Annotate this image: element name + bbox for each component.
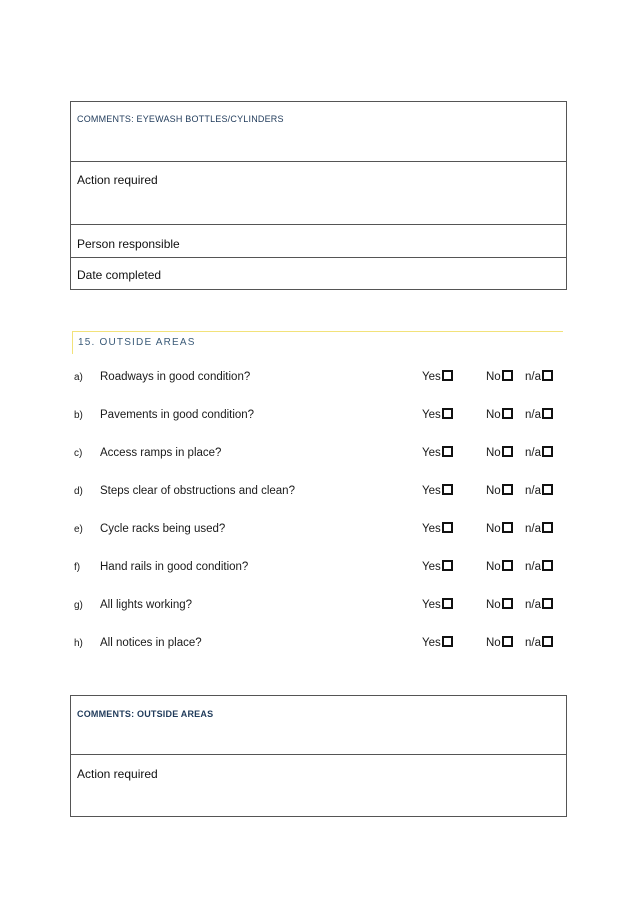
yes-label: Yes bbox=[422, 523, 441, 535]
no-option[interactable] bbox=[486, 409, 513, 421]
question-row bbox=[70, 485, 570, 501]
no-label: No bbox=[486, 371, 501, 383]
question-text: Roadways in good condition? bbox=[100, 371, 251, 383]
section-heading-text: 15. OUTSIDE AREAS bbox=[78, 337, 196, 348]
question-letter: g) bbox=[74, 600, 83, 611]
no-checkbox[interactable] bbox=[502, 560, 513, 571]
question-letter: b) bbox=[74, 410, 83, 421]
question-row bbox=[70, 447, 570, 463]
question-letter: e) bbox=[74, 524, 83, 535]
no-checkbox[interactable] bbox=[502, 408, 513, 419]
section-heading-outside-areas bbox=[72, 331, 563, 354]
yes-option[interactable] bbox=[422, 561, 453, 573]
no-label: No bbox=[486, 637, 501, 649]
yes-checkbox[interactable] bbox=[442, 370, 453, 381]
question-row bbox=[70, 409, 570, 425]
no-option[interactable] bbox=[486, 485, 513, 497]
action-required-row[interactable] bbox=[71, 162, 566, 225]
date-completed-row[interactable] bbox=[71, 258, 566, 289]
na-option[interactable] bbox=[525, 523, 553, 535]
question-text: All notices in place? bbox=[100, 637, 202, 649]
yes-option[interactable] bbox=[422, 447, 453, 459]
na-option[interactable] bbox=[525, 409, 553, 421]
person-responsible-row[interactable] bbox=[71, 225, 566, 258]
person-responsible-label: Person responsible bbox=[77, 237, 180, 251]
na-label: n/a bbox=[525, 599, 541, 611]
yes-option[interactable] bbox=[422, 409, 453, 421]
yes-checkbox[interactable] bbox=[442, 408, 453, 419]
yes-checkbox[interactable] bbox=[442, 598, 453, 609]
question-row bbox=[70, 371, 570, 387]
question-text: Access ramps in place? bbox=[100, 447, 222, 459]
question-letter: a) bbox=[74, 372, 83, 383]
yes-option[interactable] bbox=[422, 485, 453, 497]
question-row bbox=[70, 637, 570, 653]
yes-checkbox[interactable] bbox=[442, 636, 453, 647]
no-checkbox[interactable] bbox=[502, 370, 513, 381]
yes-label: Yes bbox=[422, 409, 441, 421]
outside-areas-comments-row[interactable] bbox=[71, 696, 566, 755]
na-label: n/a bbox=[525, 523, 541, 535]
no-label: No bbox=[486, 485, 501, 497]
na-checkbox[interactable] bbox=[542, 484, 553, 495]
yes-label: Yes bbox=[422, 561, 441, 573]
na-label: n/a bbox=[525, 371, 541, 383]
no-checkbox[interactable] bbox=[502, 598, 513, 609]
no-checkbox[interactable] bbox=[502, 446, 513, 457]
question-letter: f) bbox=[74, 562, 81, 573]
na-checkbox[interactable] bbox=[542, 446, 553, 457]
yes-option[interactable] bbox=[422, 523, 453, 535]
eyewash-comments-table bbox=[70, 101, 567, 290]
no-label: No bbox=[486, 409, 501, 421]
no-checkbox[interactable] bbox=[502, 636, 513, 647]
no-label: No bbox=[486, 447, 501, 459]
yes-checkbox[interactable] bbox=[442, 560, 453, 571]
yes-checkbox[interactable] bbox=[442, 484, 453, 495]
na-label: n/a bbox=[525, 561, 541, 573]
na-checkbox[interactable] bbox=[542, 370, 553, 381]
yes-label: Yes bbox=[422, 485, 441, 497]
question-letter: c) bbox=[74, 448, 83, 459]
na-label: n/a bbox=[525, 447, 541, 459]
na-option[interactable] bbox=[525, 447, 553, 459]
no-option[interactable] bbox=[486, 523, 513, 535]
action-required-row-2[interactable] bbox=[71, 755, 566, 816]
no-option[interactable] bbox=[486, 599, 513, 611]
no-checkbox[interactable] bbox=[502, 522, 513, 533]
yes-label: Yes bbox=[422, 371, 441, 383]
action-required-label-2: Action required bbox=[77, 767, 158, 781]
na-option[interactable] bbox=[525, 371, 553, 383]
question-text: Steps clear of obstructions and clean? bbox=[100, 485, 295, 497]
question-letter: h) bbox=[74, 638, 83, 649]
na-label: n/a bbox=[525, 485, 541, 497]
na-checkbox[interactable] bbox=[542, 408, 553, 419]
action-required-label: Action required bbox=[77, 173, 158, 187]
date-completed-label: Date completed bbox=[77, 268, 162, 282]
yes-option[interactable] bbox=[422, 637, 453, 649]
question-row bbox=[70, 599, 570, 615]
na-option[interactable] bbox=[525, 561, 553, 573]
no-option[interactable] bbox=[486, 561, 513, 573]
no-label: No bbox=[486, 599, 501, 611]
no-checkbox[interactable] bbox=[502, 484, 513, 495]
yes-checkbox[interactable] bbox=[442, 522, 453, 533]
na-checkbox[interactable] bbox=[542, 598, 553, 609]
na-checkbox[interactable] bbox=[542, 522, 553, 533]
na-checkbox[interactable] bbox=[542, 636, 553, 647]
question-text: All lights working? bbox=[100, 599, 193, 611]
question-text: Hand rails in good condition? bbox=[100, 561, 249, 573]
eyewash-comments-title: COMMENTS: EYEWASH BOTTLES/CYLINDERS bbox=[77, 114, 284, 124]
question-letter: d) bbox=[74, 486, 83, 497]
na-label: n/a bbox=[525, 409, 541, 421]
question-text: Cycle racks being used? bbox=[100, 523, 226, 535]
no-option[interactable] bbox=[486, 637, 513, 649]
na-label: n/a bbox=[525, 637, 541, 649]
no-option[interactable] bbox=[486, 371, 513, 383]
yes-label: Yes bbox=[422, 447, 441, 459]
na-option[interactable] bbox=[525, 485, 553, 497]
na-checkbox[interactable] bbox=[542, 560, 553, 571]
no-label: No bbox=[486, 523, 501, 535]
yes-option[interactable] bbox=[422, 599, 453, 611]
outside-areas-comments-table bbox=[70, 695, 567, 817]
eyewash-comments-row[interactable] bbox=[71, 102, 566, 162]
outside-areas-comments-title: COMMENTS: OUTSIDE AREAS bbox=[77, 709, 214, 719]
question-text: Pavements in good condition? bbox=[100, 409, 255, 421]
no-label: No bbox=[486, 561, 501, 573]
no-option[interactable] bbox=[486, 447, 513, 459]
yes-checkbox[interactable] bbox=[442, 446, 453, 457]
yes-label: Yes bbox=[422, 637, 441, 649]
na-option[interactable] bbox=[525, 637, 553, 649]
na-option[interactable] bbox=[525, 599, 553, 611]
yes-option[interactable] bbox=[422, 371, 453, 383]
question-row bbox=[70, 523, 570, 539]
question-row bbox=[70, 561, 570, 577]
yes-label: Yes bbox=[422, 599, 441, 611]
